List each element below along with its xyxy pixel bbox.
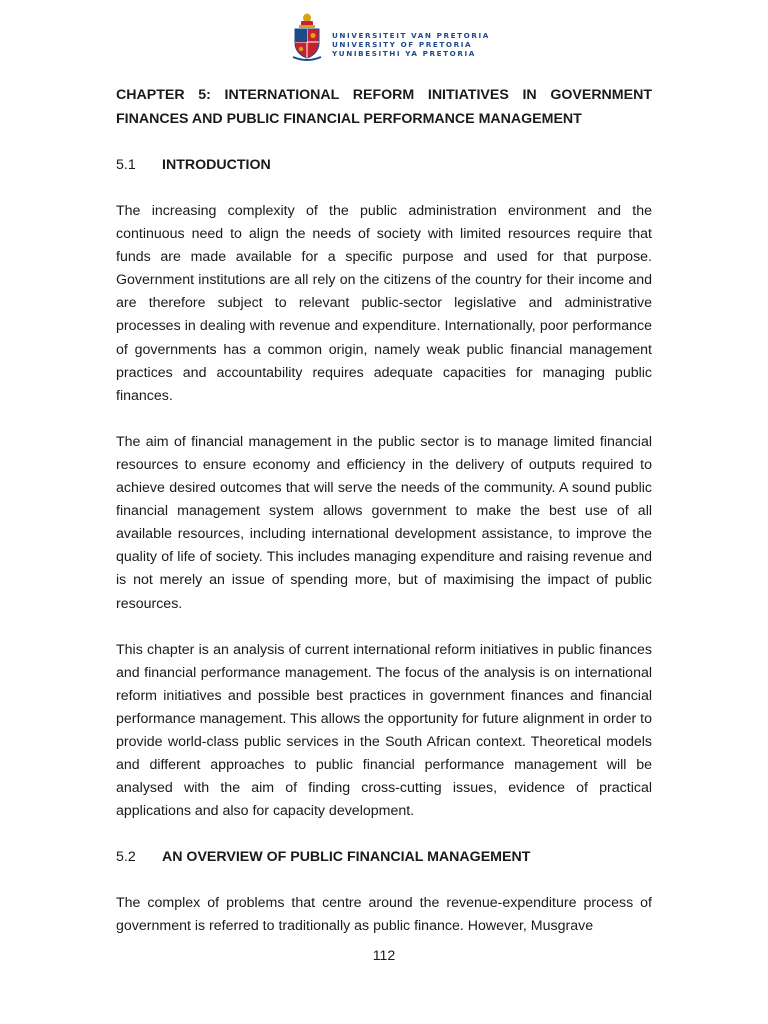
- university-logo: [290, 12, 490, 62]
- section-title: AN OVERVIEW OF PUBLIC FINANCIAL MANAGEMENT: [162, 849, 531, 866]
- section-heading-overview: [116, 846, 652, 869]
- university-name-sepedi: YUNIBESITHI YA PRETORIA: [332, 49, 476, 58]
- university-name-english: UNIVERSITY OF PRETORIA: [332, 40, 473, 49]
- section-title: INTRODUCTION: [162, 157, 271, 173]
- paragraph: The complex of problems that centre around the revenue-expenditure process of government is referred to traditionally as public finance. However, Musgrave: [116, 895, 652, 935]
- page-number: 112: [372, 948, 396, 964]
- section-number: 5.2: [116, 849, 136, 866]
- paragraph: This chapter is an analysis of current international reform initiatives in public finances and financial performance management. The focus of the analysis is on international reform initiatives and possible best practices in government finances and financial performance management. This allows the opportunity for future alignment in order to provide world-class public services in the South African context. Theoretical models and different approaches to public financial performance management will be analysed with the aim of finding cross-cutting issues, evidence of practical applications and also for capacity development.: [116, 641, 652, 820]
- section-heading-introduction: [116, 154, 652, 177]
- university-name-afrikaans: UNIVERSITEIT VAN PRETORIA: [332, 31, 490, 40]
- university-names: [332, 31, 490, 58]
- paragraph: The aim of financial management in the public sector is to manage limited financial resources to ensure economy and efficiency in the delivery of outputs required to achieve desired outcomes that will serve the needs of the community. A sound public financial management system allows government to make the best use of all available resources, including international development assistance, to improve the quality of life of society. This includes managing expenditure and raising revenue and is not merely an issue of spending more, but of maximising the impact of public resources.: [116, 433, 652, 612]
- chapter-title: CHAPTER 5: INTERNATIONAL REFORM INITIATIVES IN GOVERNMENT FINANCES AND PUBLIC FINANCIAL PERFORMANCE MANAGEMENT: [116, 87, 652, 127]
- section-number: 5.1: [116, 157, 136, 173]
- university-crest-icon: [290, 12, 324, 62]
- page-content: [116, 84, 652, 939]
- paragraph: The increasing complexity of the public administration environment and the continuous need to align the needs of society with limited resources require that funds are made available for a specific purpose and used for that purpose. Government institutions are all rely on the citizens of the country for their income and are therefore subject to relevant public-sector legislative and administrative processes in dealing with revenue and expenditure. Internationally, poor performance of governments has a common origin, namely weak public financial management practices and accountability requires adequate capacities for managing public finances.: [116, 203, 652, 404]
